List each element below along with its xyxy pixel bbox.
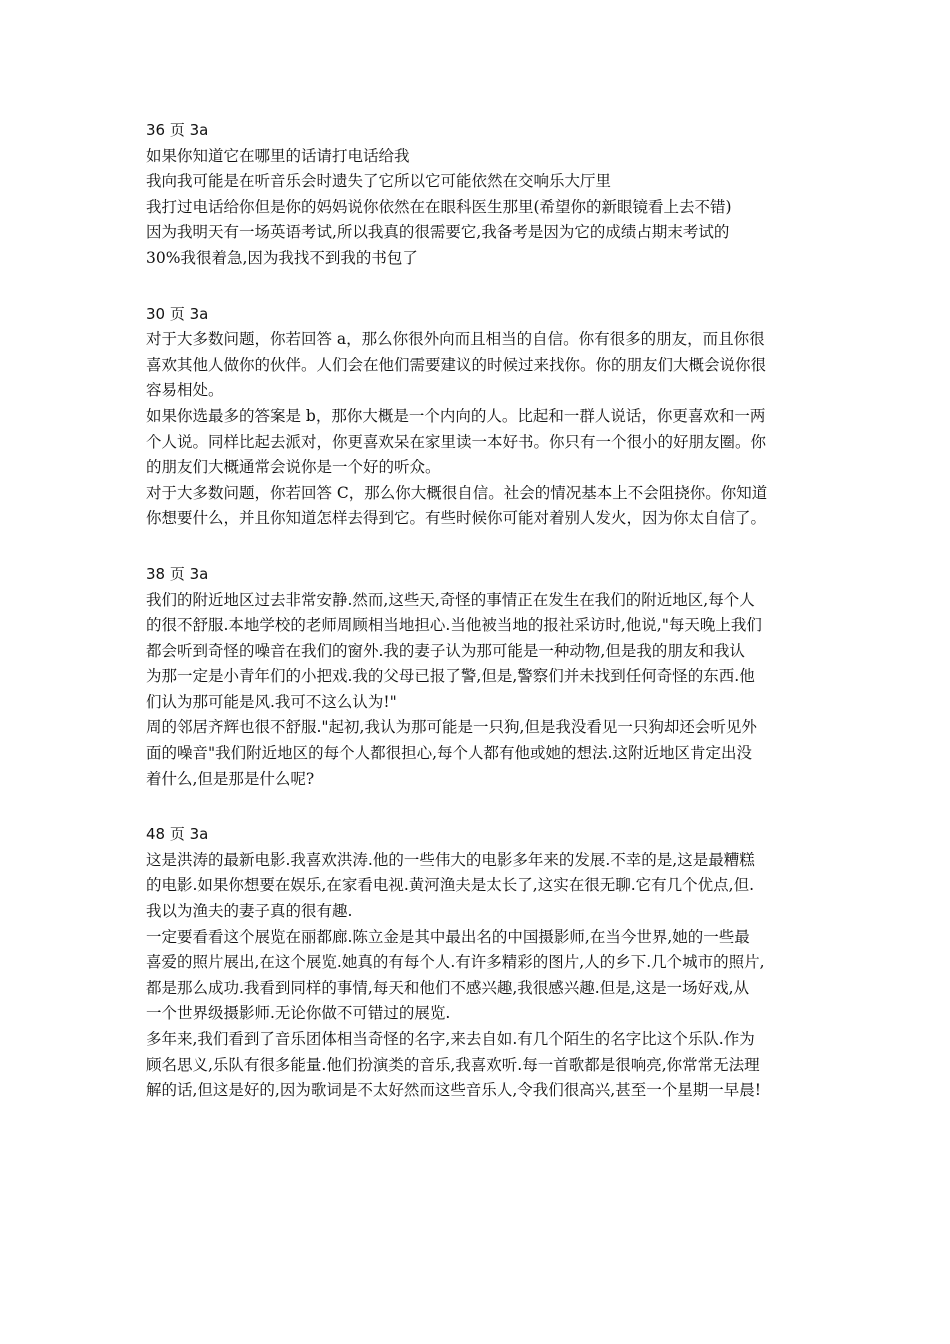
section-heading: 36 页 3a [146,121,209,139]
text-line: 因为我明天有一场英语考试,所以我真的很需要它,我备考是因为它的成绩占期末考试的 [146,223,730,242]
section-heading: 30 页 3a [146,304,209,323]
text-line: 30%我很着急,因为我找不到我的书包了 [146,248,418,267]
text-line: 解的话,但这是好的,因为歌词是不太好然而这些音乐人,令我们很高兴,甚至一个星期一早晨! [146,1081,761,1100]
text-line: 喜欢其他人做你的伙伴。人们会在他们需要建议的时候过来找你。你的朋友们大概会说你很 [146,355,767,374]
text-line: 如果你选最多的答案是 b，那你大概是一个内向的人。比起和一群人说话，你更喜欢和一两 [146,406,766,425]
text-line: 个人说。同样比起去派对，你更喜欢呆在家里读一本好书。你只有一个很小的好朋友圈。你 [146,432,767,451]
text-line: 的朋友们大概通常会说你是一个好的听众。 [146,458,441,477]
section-page-38 [146,562,826,792]
text-line: 面的噪音"我们附近地区的每个人都很担心,每个人都有他或她的想法.这附近地区肯定出没 [146,744,752,763]
text-line: 我打过电话给你但是你的妈妈说你依然在在眼科医生那里(希望你的新眼镜看上去不错) [146,197,732,216]
text-line: 的很不舒服.本地学校的老师周顾相当地担心.当他被当地的报社采访时,他说,"每天晚上我们 [146,616,762,635]
text-line: 一定要看看这个展览在丽都廊.陈立金是其中最出名的中国摄影师,在当今世界,她的一些最 [146,927,750,946]
text-line: 多年来,我们看到了音乐团体相当奇怪的名字,来去自如.有几个陌生的名字比这个乐队.作为 [146,1030,755,1048]
text-line: 都会听到奇怪的噪音在我们的窗外.我的妻子认为那可能是一种动物,但是我的朋友和我认 [146,641,745,660]
section-page-48 [146,822,826,1104]
text-line: 如果你知道它在哪里的话请打电话给我 [146,146,410,165]
text-line: 喜爱的照片展出,在这个展览.她真的有每个人.有许多精彩的图片,人的乡下.几个城市的照片, [146,953,765,972]
text-line: 们认为那可能是风.我可不这么认为!" [146,692,397,711]
text-line: 你想要什么，并且你知道怎样去得到它。有些时候你可能对着别人发火，因为你太自信了。 [146,509,767,528]
text-line: 都是那么成功.我看到同样的事情,每天和他们不感兴趣,我很感兴趣.但是,这是一场好戏,从 [146,978,750,997]
section-page-36 [146,118,826,272]
text-line: 着什么,但是那是什么呢? [146,769,315,788]
text-line: 一个世界级摄影师.无论你做不可错过的展览. [146,1004,451,1023]
text-line: 的电影.如果你想要在娱乐,在家看电视.黄河渔夫是太长了,这实在很无聊.它有几个优点,但. [146,876,754,895]
section-page-30 [146,302,826,532]
text-line: 顾名思义,乐队有很多能量.他们扮演类的音乐,我喜欢听.每一首歌都是很响亮,你常常无法理 [146,1055,760,1074]
document-page [146,118,826,1134]
section-heading: 48 页 3a [146,825,209,844]
section-heading: 38 页 3a [146,564,209,583]
text-line: 周的邻居齐辉也很不舒服."起初,我认为那可能是一只狗,但是我没看见一只狗却还会听见外 [146,718,757,737]
text-line: 这是洪涛的最新电影.我喜欢洪涛.他的一些伟大的电影多年来的发展.不幸的是,这是最糟糕 [146,850,755,869]
text-line: 容易相处。 [146,381,224,400]
text-line: 为那一定是小青年们的小把戏.我的父母已报了警,但是,警察们并未找到任何奇怪的东西.他 [146,667,755,686]
text-line: 我以为渔夫的妻子真的很有趣. [146,902,353,921]
text-line: 对于大多数问题，你若回答 C，那么你大概很自信。社会的情况基本上不会阻挠你。你知道 [146,483,768,502]
text-line: 我向我可能是在听音乐会时遗失了它所以它可能依然在交响乐大厅里 [146,172,612,191]
text-line: 对于大多数问题，你若回答 a，那么你很外向而且相当的自信。你有很多的朋友，而且你很 [146,330,765,349]
text-line: 我们的附近地区过去非常安静.然而,这些天,奇怪的事情正在发生在我们的附近地区,每个人 [146,590,755,609]
